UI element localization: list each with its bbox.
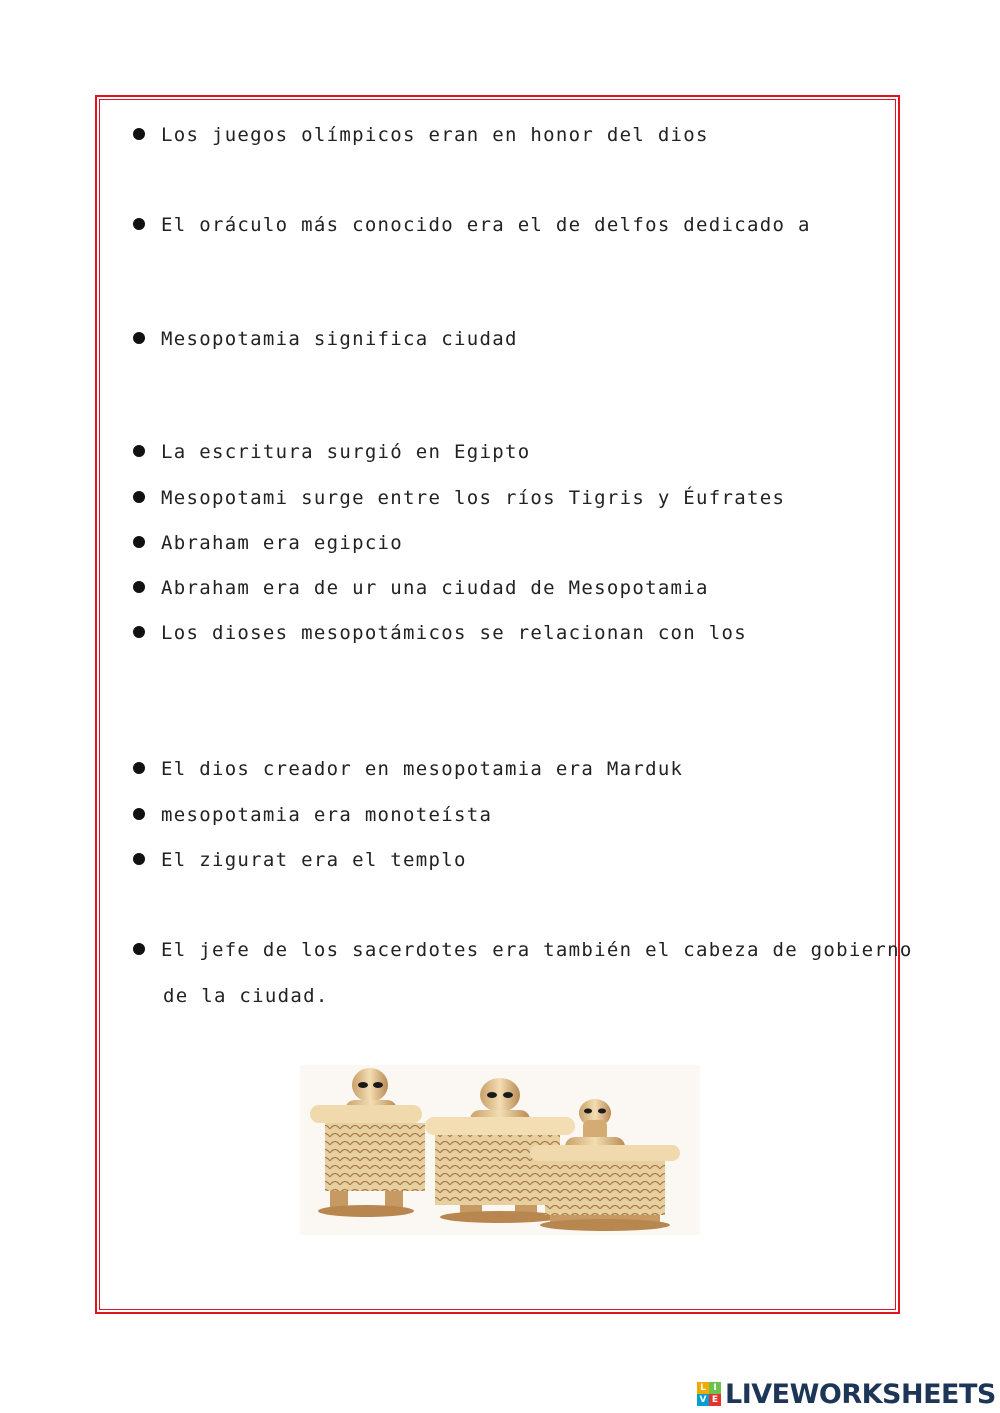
list-item-text: Mesopotami surge entre los ríos Tigris y Éufrates (161, 487, 786, 509)
list-item (133, 475, 785, 521)
logo-mark-letter: V (697, 1394, 709, 1406)
liveworksheets-logo (697, 1376, 996, 1412)
list-item-text: El zigurat era el templo (161, 849, 467, 871)
list-item (133, 202, 811, 248)
sumerian-statues-image (300, 1065, 700, 1235)
logo-mark-icon (697, 1382, 721, 1406)
logo-text: LIVEWORKSHEETS (725, 1378, 996, 1410)
sumerian-statues-illustration (300, 1065, 700, 1235)
list-item-text: Abraham era egipcio (161, 532, 404, 554)
list-item-text: El oráculo más conocido era el de delfos dedicado a (161, 214, 811, 236)
list-item (133, 792, 492, 838)
list-item-text: Mesopotamia significa ciudad (161, 328, 518, 350)
list-item-text: Los juegos olímpicos eran en honor del dios (161, 124, 709, 146)
logo-mark-letter: L (697, 1382, 709, 1394)
bullet-icon (133, 626, 145, 638)
bullet-icon (133, 128, 145, 140)
list-item (133, 520, 403, 566)
list-item-continuation: de la ciudad. (163, 985, 329, 1007)
list-item (133, 429, 530, 475)
list-item-text: Los dioses mesopotámicos se relacionan con los (161, 622, 747, 644)
list-item (133, 112, 709, 158)
list-item-text: El dios creador en mesopotamia era Marduk (161, 758, 684, 780)
list-item-text: Abraham era de ur una ciudad de Mesopotamia (161, 577, 709, 599)
bullet-icon (133, 332, 145, 344)
list-item (133, 746, 683, 792)
bullet-icon (133, 581, 145, 593)
list-item (133, 837, 467, 883)
list-item (133, 565, 709, 611)
bullet-icon (133, 762, 145, 774)
bullet-icon (133, 853, 145, 865)
list-item-text: La escritura surgió en Egipto (161, 441, 531, 463)
bullet-icon (133, 445, 145, 457)
list-item (133, 610, 747, 656)
list-item (133, 316, 518, 362)
list-item-text: mesopotamia era monoteísta (161, 804, 493, 826)
bullet-icon (133, 536, 145, 548)
logo-mark-letter: I (709, 1382, 721, 1394)
bullet-icon (133, 808, 145, 820)
logo-mark-letter: E (709, 1394, 721, 1406)
bullet-icon (133, 218, 145, 230)
bullet-icon (133, 491, 145, 503)
list-item-text: El jefe de los sacerdotes era también el cabeza de gobierno (161, 939, 913, 961)
bullet-icon (133, 943, 145, 955)
list-item (133, 927, 913, 973)
